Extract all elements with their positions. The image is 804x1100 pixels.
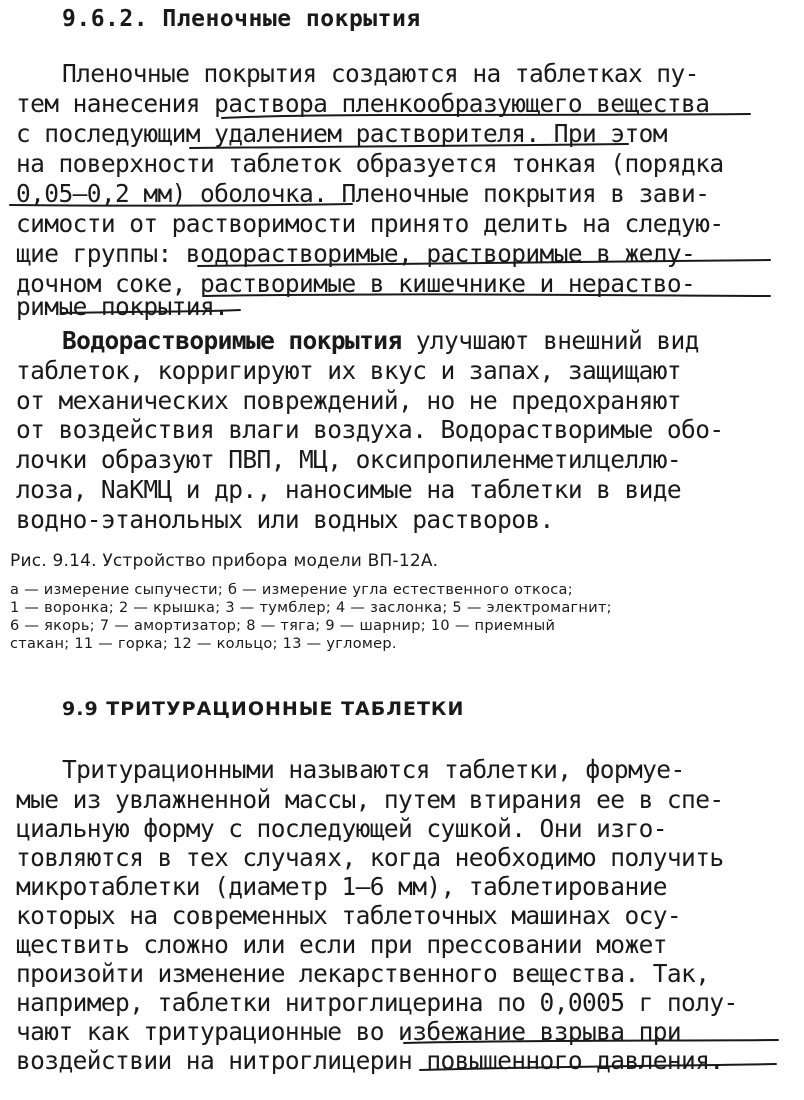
caption-line: 1 — воронка; 2 — крышка; 3 — тумблер; 4 — заслонка; 5 — электромагнит; (10, 600, 612, 616)
text-line: дочном соке, растворимые в кишечнике и нераство- (16, 269, 696, 298)
text-line: водно-этанольных или водных растворов. (16, 505, 554, 534)
section-heading-film-coatings: 9.6.2. Пленочные покрытия (62, 6, 421, 32)
caption-line: стакан; 11 — горка; 12 — кольцо; 13 — угломер. (10, 636, 397, 652)
text-line: лоза, NaКМЦ и др., наносимые на таблетки в виде (16, 475, 682, 504)
text-line: от механических повреждений, но не предохраняют (16, 386, 682, 415)
text-line: которых на современных таблеточных машинах осу- (16, 901, 682, 930)
text-line: ществить сложно или если при прессовании может (16, 930, 667, 959)
text-line: тем нанесения раствора пленкообразующего вещества (16, 89, 710, 118)
caption-title: Рис. 9.14. Устройство прибора модели ВП-12А. (10, 551, 439, 571)
text-line: чают как тритурационные во избежание взрыва при (16, 1017, 682, 1046)
section-heading-trituration-tablets: 9.9 ТРИТУРАЦИОННЫЕ ТАБЛЕТКИ (62, 698, 465, 720)
text-line: щие группы: водорастворимые, растворимые в желу- (16, 239, 696, 268)
caption-line: а — измерение сыпучести; б — измерение угла естественного откоса; (10, 582, 573, 598)
text-line: симости от растворимости принято делить на следую- (16, 209, 724, 238)
text-line: на поверхности таблеток образуется тонкая (порядка (16, 149, 724, 178)
text-line: произойти изменение лекарственного вещества. Так, (16, 959, 710, 988)
text-line: от воздействия влаги воздуха. Водорастворимые обо- (16, 415, 724, 444)
bold-term: Водорастворимые покрытия (62, 326, 402, 355)
text-line: воздействии на нитроглицерин повышенного давления. (16, 1046, 724, 1075)
text-line: например, таблетки нитроглицерина по 0,0005 г полу- (16, 988, 738, 1017)
text-line: циальную форму с последующей сушкой. Они изго- (16, 814, 667, 843)
text-line: таблеток, корригируют их вкус и запах, защищают (16, 356, 682, 385)
text-line: римые покрытия. (16, 292, 229, 321)
text-line: Тритурационными называются таблетки, формуе- (62, 755, 685, 784)
text-line: с последующим удалением растворителя. При этом (16, 119, 667, 148)
caption-line: 6 — якорь; 7 — амортизатор; 8 — тяга; 9 — шарнир; 10 — приемный (10, 618, 556, 634)
text-line: лочки образуют ПВП, МЦ, оксипропиленметилцеллю- (16, 445, 682, 474)
text-line: 0,05—0,2 мм) оболочка. Пленочные покрытия в зави- (16, 179, 710, 208)
text-line: Пленочные покрытия создаются на таблетках пу- (62, 59, 699, 88)
text-line: товляются в тех случаях, когда необходимо получить (16, 843, 724, 872)
text-line: микротаблетки (диаметр 1—6 мм), таблетирование (16, 872, 667, 901)
text-line: мые из увлажненной массы, путем втирания ее в спе- (16, 785, 724, 814)
text-line: Водорастворимые покрытия улучшают внешний вид (62, 326, 699, 355)
